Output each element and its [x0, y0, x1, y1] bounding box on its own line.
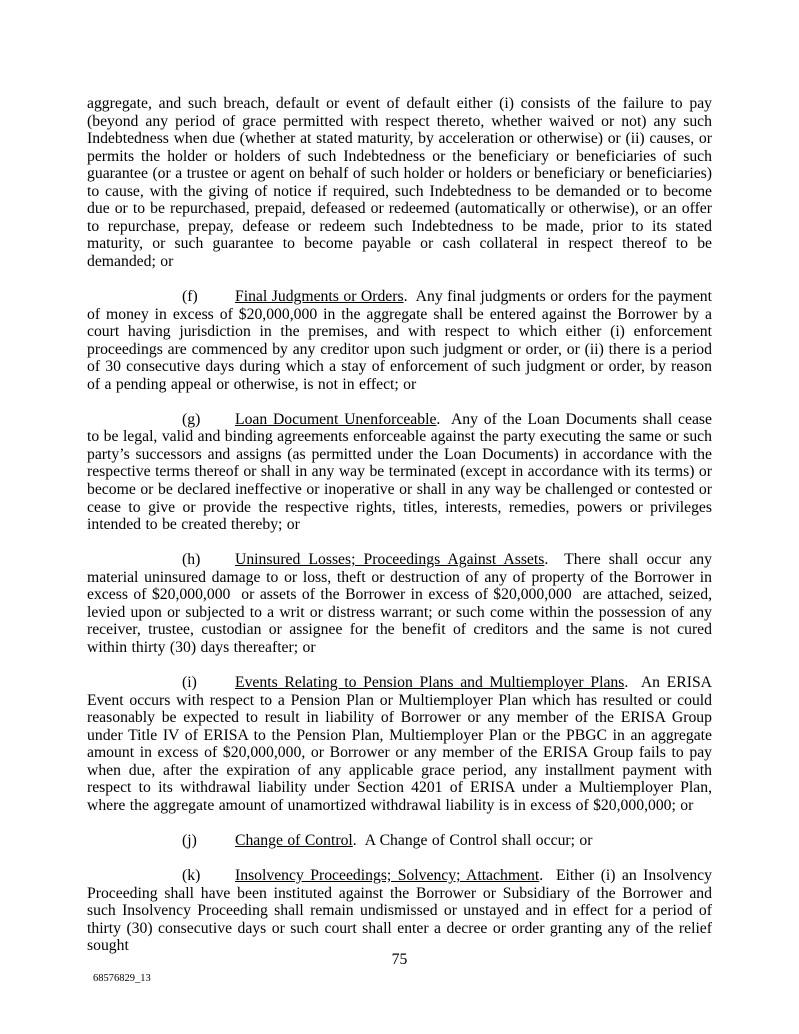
paragraph-h [87, 551, 712, 656]
heading-punctuation: . [539, 867, 556, 885]
heading-punctuation: . [403, 288, 416, 306]
heading-punctuation: . [436, 410, 451, 428]
paragraph-text: Any of the Loan Documents shall cease to be legal, valid and binding agreements enforceable against the party executing the same or such party’s successors and assigns (as permitted under the Loan Documents) in accordance with the respective terms thereof or shall in any way be terminated (except in accordance with its terms) or become or be declared ineffective or inoperative or shall in any way be challenged or contested or cease to give or provide the respective rights, titles, interests, remedies, powers or privileges intended to be created thereby; or [87, 410, 712, 534]
paragraph-label: (f) [182, 288, 198, 306]
heading-punctuation: . [352, 831, 365, 849]
page-number: 75 [391, 951, 408, 968]
paragraph-text: There shall occur any material uninsured damage to or loss, theft or destruction of any of property of the Borrower in excess of $20,000,000 or assets of the Borrower in excess of $20,000,000 are attached, seized, levied upon or subjected to a writ or distress warrant; or such come within the possession of any receiver, trustee, custodian or assignee for the benefit of creditors and the same is not cured within thirty (30) days thereafter; or [87, 551, 712, 656]
paragraph-text: Any final judgments or orders for the payment of money in excess of $20,000,000 in the aggregate shall be entered against the Borrower by a court having jurisdiction in the premises, and with respect to which either (i) enforcement proceedings are commenced by any creditor upon such judgment or order, or (ii) there is a period of 30 consecutive days during which a stay of enforcement of such judgment or order, by reason of a pending appeal or otherwise, is not in effect; or [87, 288, 712, 393]
paragraph-heading: Change of Control [235, 831, 353, 849]
paragraph-heading: Final Judgments or Orders [235, 288, 404, 306]
paragraph-heading: Insolvency Proceedings; Solvency; Attachment [235, 867, 540, 885]
paragraph-label: (h) [182, 551, 201, 569]
paragraph-label: (j) [182, 831, 197, 849]
paragraph-text: A Change of Control shall occur; or [364, 831, 593, 849]
paragraph-label: (k) [182, 867, 201, 885]
paragraph-continuation [87, 95, 712, 270]
heading-punctuation: . [544, 551, 565, 569]
paragraph-text: Either (i) an Insolvency Proceeding shall have been instituted against the Borrower or Subsidiary of the Borrower and such Insolvency Proceeding shall remain undismissed or unstayed and in effect for a period of thirty (30) consecutive days or such court shall enter a decree or order granting any of the relief sought [87, 867, 712, 955]
paragraph-text: aggregate, and such breach, default or event of default either (i) consists of the failure to pay (beyond any period of grace permitted with respect thereto, whether waived or not) any such Indebtedness when due (whether at stated maturity, by acceleration or otherwise) or (ii) causes, or permits the holder or holders of such Indebtedness or the beneficiary or beneficiaries of such guarantee (or a trustee or agent on behalf of such holder or holders or beneficiary or beneficiaries) to cause, with the giving of notice if required, such Indebtedness to be demanded or to become due or to be repurchased, prepaid, defeased or redeemed (automatically or otherwise), or an offer to repurchase, prepay, defease or redeem such Indebtedness to be made, prior to its stated maturity, or such guarantee to become payable or cash collateral in respect thereof to be demanded; or [87, 95, 712, 270]
paragraph-i [87, 674, 712, 814]
paragraph-j [87, 832, 712, 850]
paragraph-label: (g) [182, 410, 201, 428]
paragraph-heading: Loan Document Unenforceable [235, 410, 437, 428]
paragraph-heading: Uninsured Losses; Proceedings Against Assets [235, 551, 545, 569]
paragraph-heading: Events Relating to Pension Plans and Multiemployer Plans [235, 674, 625, 692]
document-id: 68576829_13 [93, 973, 151, 984]
paragraph-f [87, 288, 712, 393]
paragraph-label: (i) [182, 674, 197, 692]
heading-punctuation: . [624, 674, 641, 692]
paragraph-text: An ERISA Event occurs with respect to a Pension Plan or Multiemployer Plan which has resulted or could reasonably be expected to result in liability of Borrower or any member of the ERISA Group under Title IV of ERISA to the Pension Plan, Multiemployer Plan or the PBGC in an aggregate amount in excess of $20,000,000, or Borrower or any member of the ERISA Group fails to pay when due, after the expiration of any applicable grace period, any installment payment with respect to its withdrawal liability under Section 4201 of ERISA under a Multiemployer Plan, where the aggregate amount of unamortized withdrawal liability is in excess of $20,000,000; or [87, 674, 713, 814]
paragraph-g [87, 411, 712, 534]
paragraph-k [87, 867, 712, 955]
document-body [87, 95, 712, 955]
